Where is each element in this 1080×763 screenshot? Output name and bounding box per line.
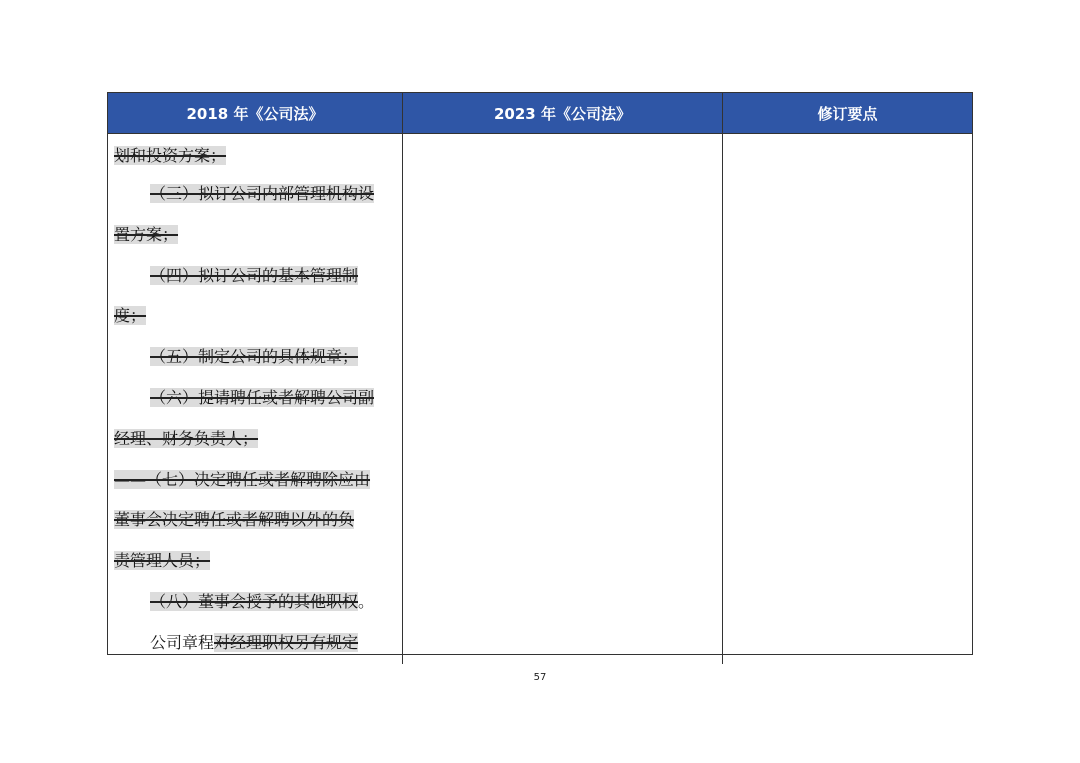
deleted-text: 划和投资方案； xyxy=(114,146,227,165)
deleted-text: （八）董事会授予的其他职权 xyxy=(150,591,359,611)
line-suffix: 。 xyxy=(358,591,375,611)
text-line xyxy=(114,378,396,419)
text-line xyxy=(114,256,396,297)
header-2018-law: 2018 年《公司法》 xyxy=(108,93,402,134)
text-line xyxy=(114,215,396,256)
text-line xyxy=(114,134,396,174)
deleted-text: 经理、财务负责人； xyxy=(114,428,259,448)
text-line xyxy=(114,541,396,582)
text-line xyxy=(114,460,396,501)
deleted-text: 责管理人员； xyxy=(114,551,211,571)
deleted-text: （五）制定公司的具体规章； xyxy=(150,347,359,367)
text-line xyxy=(114,419,396,460)
cell-2018-text xyxy=(108,134,402,664)
deleted-text: 董事会决定聘任或者解聘以外的负 xyxy=(114,510,355,530)
text-line xyxy=(114,582,396,623)
deleted-text: （六）提请聘任或者解聘公司副 xyxy=(150,387,375,407)
plain-text: 公司章程 xyxy=(150,632,215,652)
deleted-text: 度； xyxy=(114,306,147,326)
header-revision-points: 修订要点 xyxy=(722,93,972,134)
text-line xyxy=(114,337,396,378)
cell-revision-points xyxy=(722,134,972,664)
text-line xyxy=(114,174,396,215)
line-list xyxy=(108,134,402,664)
header-2023-law: 2023 年《公司法》 xyxy=(402,93,722,134)
deleted-text: 对经理职权另有规定 xyxy=(214,632,359,652)
deleted-text: ——（七）决定聘任或者解聘除应由 xyxy=(114,469,371,489)
comparison-table xyxy=(107,92,973,655)
deleted-text: （四）拟订公司的基本管理制 xyxy=(150,265,359,285)
cell-2023-text xyxy=(402,134,722,664)
text-line xyxy=(114,500,396,541)
deleted-text: 置方案； xyxy=(114,224,179,244)
deleted-text: （三）拟订公司内部管理机构设 xyxy=(150,184,375,203)
page-number: 57 xyxy=(533,672,547,683)
text-line xyxy=(114,623,396,664)
text-line xyxy=(114,296,396,337)
